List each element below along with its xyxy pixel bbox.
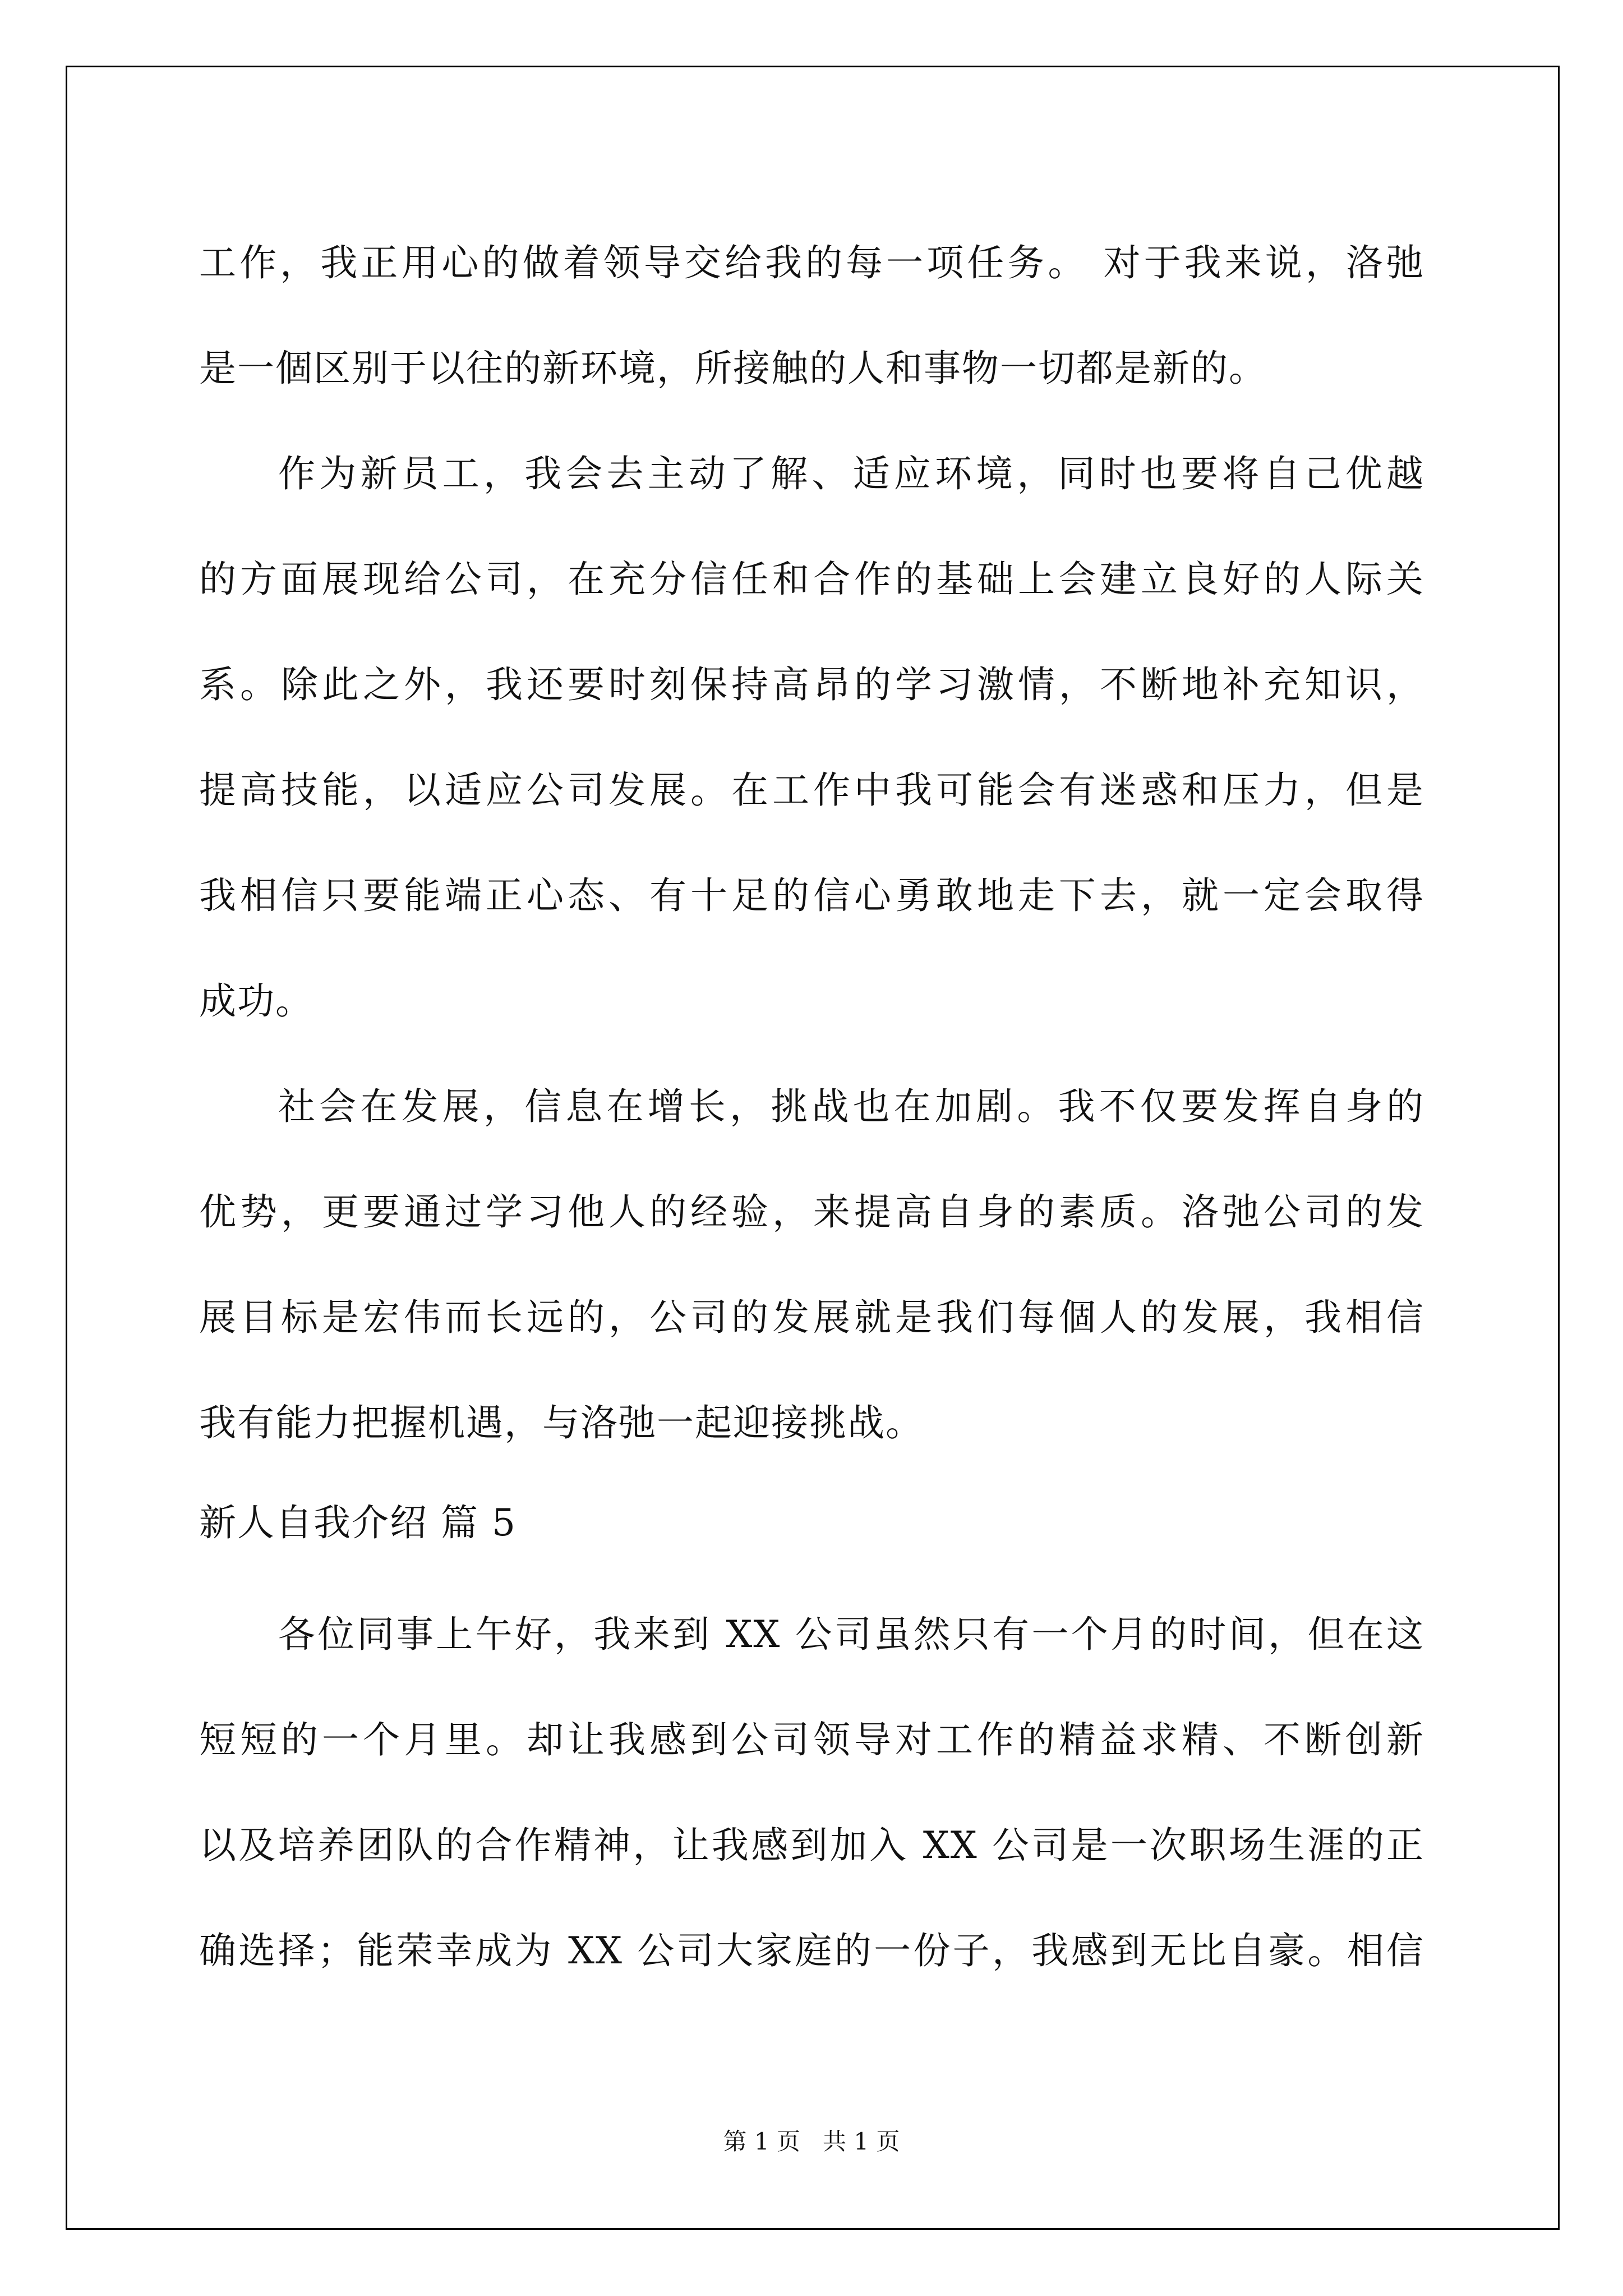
document-body-block-1	[199, 210, 1424, 1476]
body-line: 系。除此之外，我还要时刻保持高昂的学习激情，不断地补充知识，	[199, 663, 1424, 706]
body-line: 提高技能，以适应公司发展。在工作中我可能会有迷惑和压力，但是	[199, 769, 1424, 812]
paragraph-start-line: 作为新员工，我会去主动了解、适应环境，同时也要将自己优越	[278, 452, 1424, 495]
page-number: 第 1 页	[723, 2128, 800, 2155]
body-line: 工作，我正用心的做着领导交给我的每一项任务。 对于我来说，洛弛	[199, 241, 1424, 284]
body-line: 优势，更要通过学习他人的经验，来提高自身的素质。洛弛公司的发	[199, 1190, 1424, 1234]
body-line: 以及培养团队的合作精神，让我感到加入 XX 公司是一次职场生涯的正	[199, 1824, 1424, 1867]
body-line: 的方面展现给公司，在充分信任和合作的基础上会建立良好的人际关	[199, 558, 1424, 601]
body-line: 成功。	[199, 979, 313, 1023]
body-line: 是一個区别于以往的新环境，所接触的人和事物一切都是新的。	[199, 347, 1267, 390]
body-line: 短短的一个月里。却让我感到公司领导对工作的精益求精、不断创新	[199, 1718, 1424, 1761]
paragraph-start-line: 各位同事上午好，我来到 XX 公司虽然只有一个月的时间，但在这	[278, 1613, 1424, 1656]
page-footer	[0, 2125, 1623, 2159]
paragraph-start-line: 社会在发展，信息在增长，挑战也在加剧。我不仅要发挥自身的	[278, 1085, 1424, 1128]
section-heading: 新人自我介绍 篇 5	[199, 1501, 517, 1544]
page-total: 共 1 页	[823, 2128, 900, 2155]
body-line: 确选择；能荣幸成为 XX 公司大家庭的一份子，我感到无比自豪。相信	[199, 1929, 1424, 1972]
body-line: 展目标是宏伟而长远的，公司的发展就是我们每個人的发展，我相信	[199, 1296, 1424, 1339]
document-body-block-2	[199, 1582, 1424, 2004]
body-line: 我有能力把握机遇，与洛弛一起迎接挑战。	[199, 1401, 924, 1444]
body-line: 我相信只要能端正心态、有十足的信心勇敢地走下去，就一定会取得	[199, 874, 1424, 917]
